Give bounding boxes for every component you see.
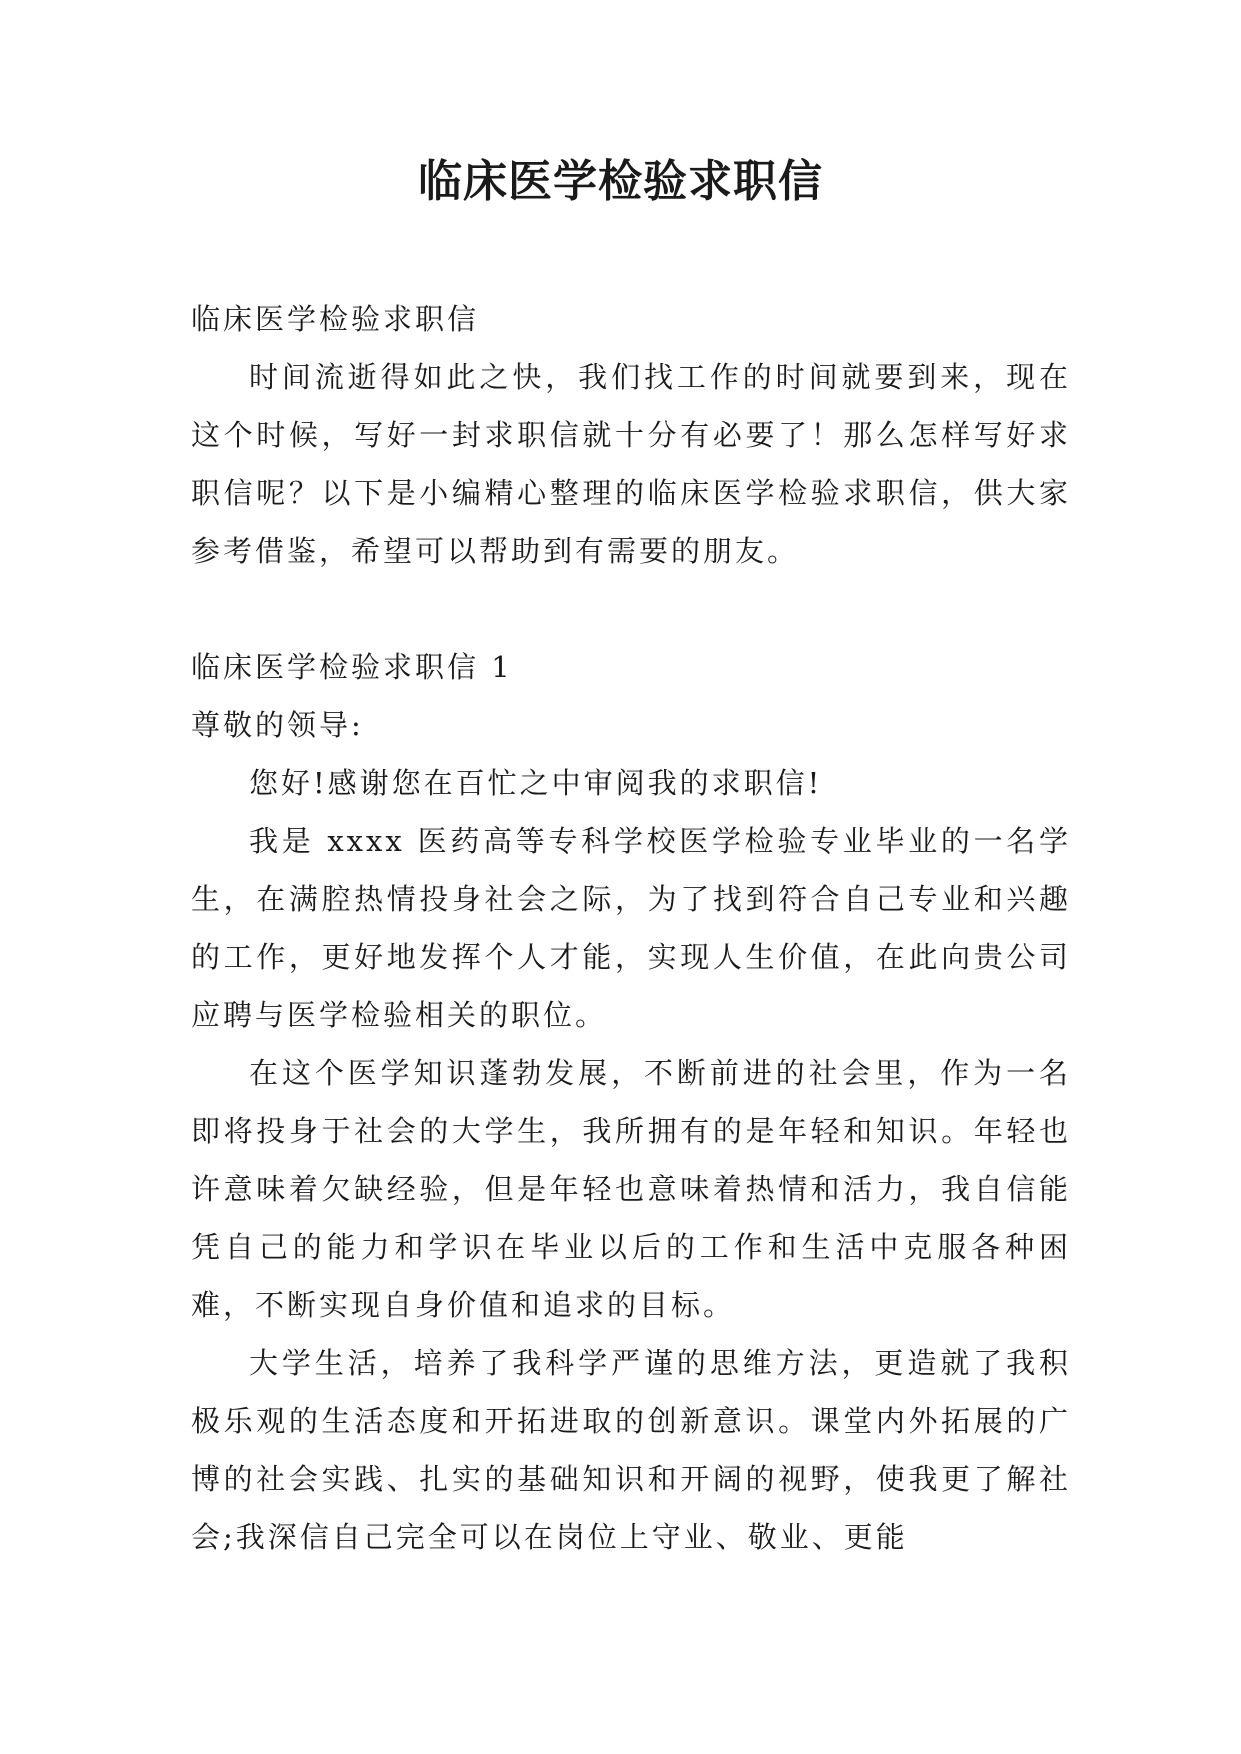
section-heading: 临床医学检验求职信 1 — [191, 650, 513, 684]
intro-paragraph: 时间流逝得如此之快，我们找工作的时间就要到来，现在这个时候，写好一封求职信就十分有必要了！那么怎样写好求职信呢？以下是小编精心整理的临床医学检验求职信，供大家参考借鉴，希望可以帮助到有需要的朋友。 — [191, 360, 1071, 568]
intro-heading: 临床医学检验求职信 — [191, 302, 480, 336]
document-body — [191, 290, 1071, 1566]
body-paragraph-university-life: 大学生活，培养了我科学严谨的思维方法，更造就了我积极乐观的生活态度和开拓进取的创新意识。课堂内外拓展的广博的社会实践、扎实的基础知识和开阔的视野，使我更了解社会;我深信自己完全可以在岗位上守业、敬业、更能 — [191, 1346, 1071, 1554]
salutation: 尊敬的领导: — [191, 708, 364, 742]
body-paragraph-greeting: 您好!感谢您在百忙之中审阅我的求职信! — [249, 766, 823, 800]
body-paragraph-motivation: 在这个医学知识蓬勃发展，不断前进的社会里，作为一名即将投身于社会的大学生，我所拥有的是年轻和知识。年轻也许意味着欠缺经验，但是年轻也意味着热情和活力，我自信能凭自己的能力和学识在毕业以后的工作和生活中克服各种困难，不断实现自身价值和追求的目标。 — [191, 1056, 1071, 1322]
body-paragraph-introduction: 我是 xxxx 医药高等专科学校医学检验专业毕业的一名学生，在满腔热情投身社会之际，为了找到符合自己专业和兴趣的工作，更好地发挥个人才能，实现人生价值，在此向贵公司应聘与医学检验相关的职位。 — [191, 824, 1071, 1032]
document-title: 临床医学检验求职信 — [418, 156, 823, 207]
